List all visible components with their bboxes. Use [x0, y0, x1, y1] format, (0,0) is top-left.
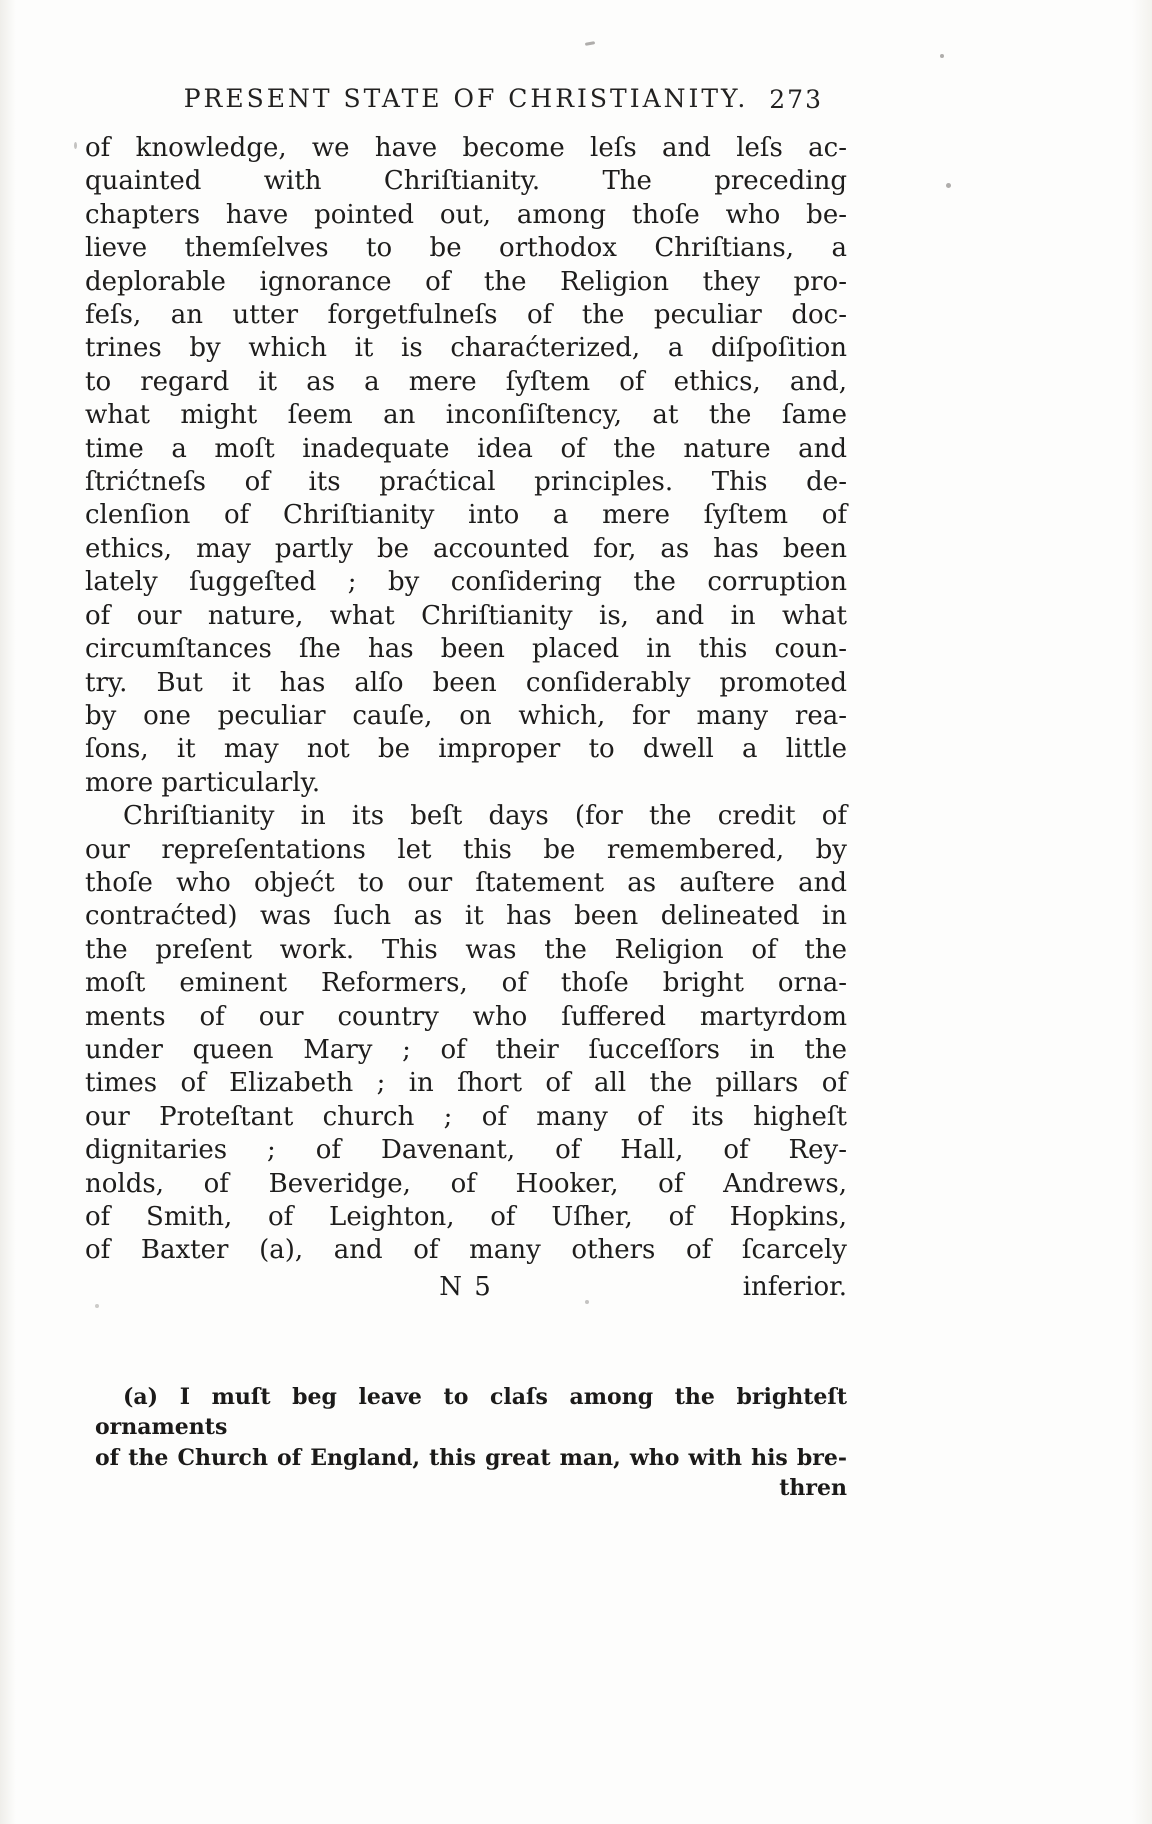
text-line: of our nature, what Chriſtianity is, and in what [85, 600, 847, 631]
text-line: trines by which it is charaćterized, a diſpoſition [85, 333, 847, 364]
text-line: nolds, of Beveridge, of Hooker, of Andrews, [85, 1168, 847, 1199]
text-line: ments of our country who ſuffered martyrdom [85, 1001, 847, 1032]
text-line: deplorable ignorance of the Religion they pro- [85, 266, 847, 297]
body-text [85, 132, 847, 1268]
paragraph [85, 132, 847, 800]
text-line: our repreſentations let this be remembered, by [85, 834, 847, 865]
text-line: ſtrićtneſs of its praćtical principles. This de- [85, 467, 847, 498]
text-line: of Baxter (a), and of many others of ſcarcely [85, 1235, 847, 1266]
text-line: lately ſuggeſted ; by conſidering the corruption [85, 567, 847, 598]
scan-speck [940, 54, 944, 58]
page-number: 273 [769, 85, 823, 114]
signature-mark: N 5 [439, 1271, 493, 1302]
text-line: contraćted) was ſuch as it has been delineated in [85, 901, 847, 932]
text-line: our Proteſtant church ; of many of its higheſt [85, 1101, 847, 1132]
footnote-line: of the Church of England, this great man, who with his bre- [95, 1444, 847, 1471]
text-line: circumſtances ſhe has been placed in this coun- [85, 634, 847, 665]
footnote-lines [95, 1382, 847, 1474]
header-title: PRESENT STATE OF CHRISTIANITY. [183, 84, 749, 113]
text-line: by one peculiar cauſe, on which, for many rea- [85, 700, 847, 731]
text-line: times of Elizabeth ; in ſhort of all the pillars of [85, 1068, 847, 1099]
text-line: quainted with Chriſtianity. The preceding [85, 166, 847, 197]
text-line: Chriſtianity in its beſt days (for the credit of [123, 801, 847, 832]
text-line: clenſion of Chriſtianity into a mere ſyſtem of [85, 500, 847, 531]
text-line: more particularly. [85, 767, 321, 798]
scan-speck [585, 1300, 589, 1304]
paragraph [85, 800, 847, 1268]
text-line: try. But it has alſo been conſiderably promoted [85, 667, 847, 698]
scan-speck [585, 41, 595, 46]
text-line: to regard it as a mere ſyſtem of ethics, and, [85, 366, 847, 397]
footnote-catchword: thren [779, 1475, 847, 1502]
text-line: ſons, it may not be improper to dwell a little [85, 734, 847, 765]
text-line: what might ſeem an inconſiſtency, at the ſame [85, 400, 847, 431]
page-content [85, 84, 847, 1504]
text-line: under queen Mary ; of their ſucceſſors in the [85, 1034, 847, 1065]
catchword: inferior. [742, 1271, 847, 1302]
running-header [85, 84, 847, 114]
text-line: chapters have pointed out, among thoſe who be- [85, 199, 847, 230]
signature-row [85, 1270, 847, 1306]
text-line: feſs, an utter forgetfulneſs of the peculiar doc- [85, 300, 847, 331]
text-line: moſt eminent Reformers, of thoſe bright orna- [85, 968, 847, 999]
text-line: dignitaries ; of Davenant, of Hall, of Rey- [85, 1135, 847, 1166]
text-line: of knowledge, we have become leſs and leſs ac- [85, 133, 847, 163]
scan-speck [95, 1304, 99, 1308]
scan-speck [946, 183, 951, 188]
text-line: lieve themſelves to be orthodox Chriſtians, a [85, 233, 847, 264]
text-line: the preſent work. This was the Religion of the [85, 934, 847, 965]
text-line: time a moſt inadequate idea of the nature and [85, 433, 847, 464]
scan-speck [74, 142, 77, 149]
footnote [85, 1382, 847, 1504]
text-line: thoſe who objećt to our ſtatement as auſtere and [85, 867, 847, 898]
text-line: of Smith, of Leighton, of Uſher, of Hopkins, [85, 1202, 847, 1232]
text-line: ethics, may partly be accounted for, as has been [85, 533, 847, 564]
footnote-line: (a) I muſt beg leave to claſs among the brighteſt ornaments [95, 1383, 847, 1441]
